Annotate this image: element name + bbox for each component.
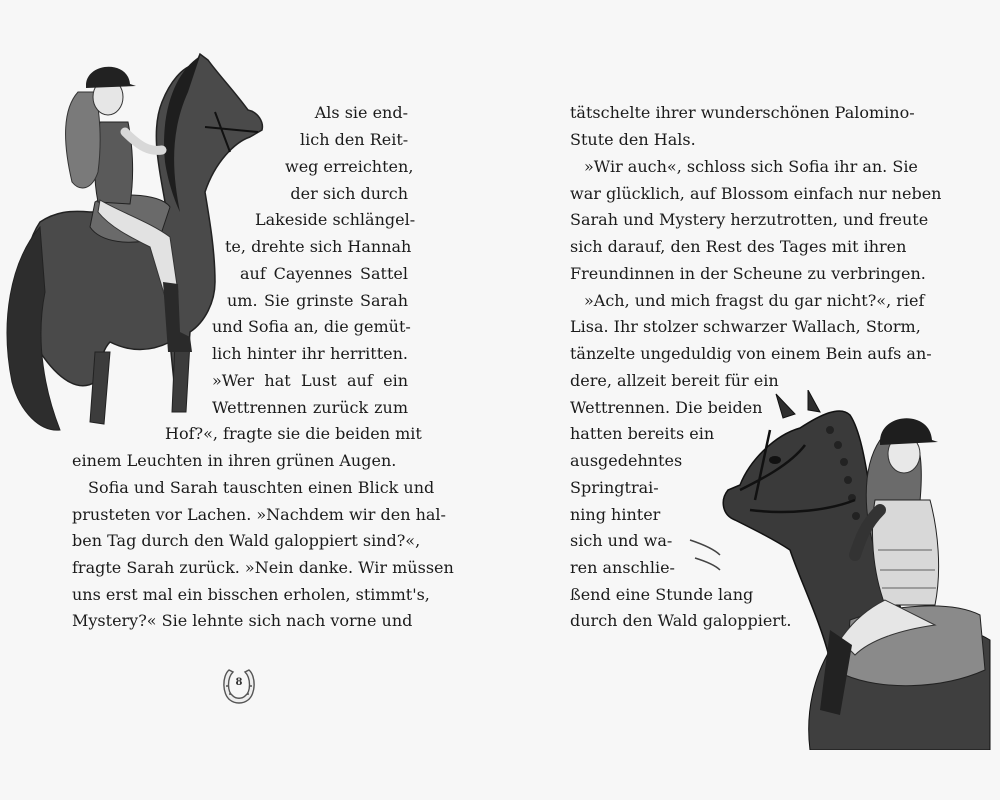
left-wrapped-line: um. Sie grinste Sarah	[227, 291, 408, 310]
right-wrapped-line: ren anschlie-	[570, 558, 675, 577]
right-wrapped-line: hatten bereits ein	[570, 424, 715, 443]
right-wrapped-line: Wettrennen. Die beiden	[570, 398, 763, 417]
left-wrapped-line: »Wer hat Lust auf ein	[212, 371, 408, 390]
right-full-line: Stute den Hals.	[570, 130, 696, 149]
left-wrapped-line: auf Cayennes Sattel	[240, 264, 408, 283]
right-full-line: dere, allzeit bereit für ein	[570, 371, 779, 390]
left-wrapped-line: lich hinter ihr herritten.	[212, 344, 408, 363]
left-wrapped-line: lich den Reit-	[300, 130, 409, 149]
right-full-line: »Ach, und mich fragst du gar nicht?«, rief	[584, 291, 925, 310]
right-wrapped-line: durch den Wald galoppiert.	[570, 611, 792, 630]
page-number	[218, 664, 260, 706]
page-number-text: 8	[235, 677, 243, 688]
right-wrapped-line: ning hinter	[570, 505, 661, 524]
right-wrapped-line: Springtrai-	[570, 478, 659, 497]
right-wrapped-line: ßend eine Stunde lang	[570, 585, 754, 604]
right-full-line: »Wir auch«, schloss sich Sofia ihr an. Sie	[584, 157, 918, 176]
right-full-line: Freundinnen in der Scheune zu verbringen.	[570, 264, 926, 283]
left-full-line: prusteten vor Lachen. »Nachdem wir den hal-	[72, 505, 446, 524]
right-wrapped-line: ausgedehntes	[570, 451, 683, 470]
right-full-line: Lisa. Ihr stolzer schwarzer Wallach, Storm,	[570, 317, 921, 336]
left-full-line: uns erst mal ein bisschen erholen, stimmt's,	[72, 585, 430, 604]
left-full-line: Sofia und Sarah tauschten einen Blick und	[88, 478, 435, 497]
left-wrapped-line: te, drehte sich Hannah	[225, 237, 412, 256]
left-full-line: ben Tag durch den Wald galoppiert sind?«,	[72, 531, 421, 550]
right-wrapped-line: sich und wa-	[570, 531, 673, 550]
right-full-line: sich darauf, den Rest des Tages mit ihren	[570, 237, 907, 256]
left-wrapped-line: Als sie end-	[314, 103, 408, 122]
left-wrapped-line: und Sofia an, die gemüt-	[212, 317, 411, 336]
right-full-line: war glücklich, auf Blossom einfach nur neben	[570, 184, 942, 203]
right-full-line: tätschelte ihrer wunderschönen Palomino-	[570, 103, 915, 122]
right-full-line: tänzelte ungeduldig von einem Bein aufs an-	[570, 344, 932, 363]
left-wrapped-line: weg erreichten,	[285, 157, 414, 176]
left-wrapped-line: Hof?«, fragte sie die beiden mit	[165, 424, 422, 443]
left-wrapped-line: Lakeside schlängel-	[255, 210, 416, 229]
left-wrapped-line: Wettrennen zurück zum	[212, 398, 408, 417]
right-full-line: Sarah und Mystery herzutrotten, und freute	[570, 210, 929, 229]
horse-rider-illustration-right	[680, 390, 1000, 750]
left-full-line: einem Leuchten in ihren grünen Augen.	[72, 451, 397, 470]
right-page	[500, 0, 1000, 800]
left-full-line: Mystery?« Sie lehnte sich nach vorne und	[72, 611, 413, 630]
left-full-line: fragte Sarah zurück. »Nein danke. Wir müssen	[72, 558, 454, 577]
left-wrapped-line: der sich durch	[290, 184, 408, 203]
